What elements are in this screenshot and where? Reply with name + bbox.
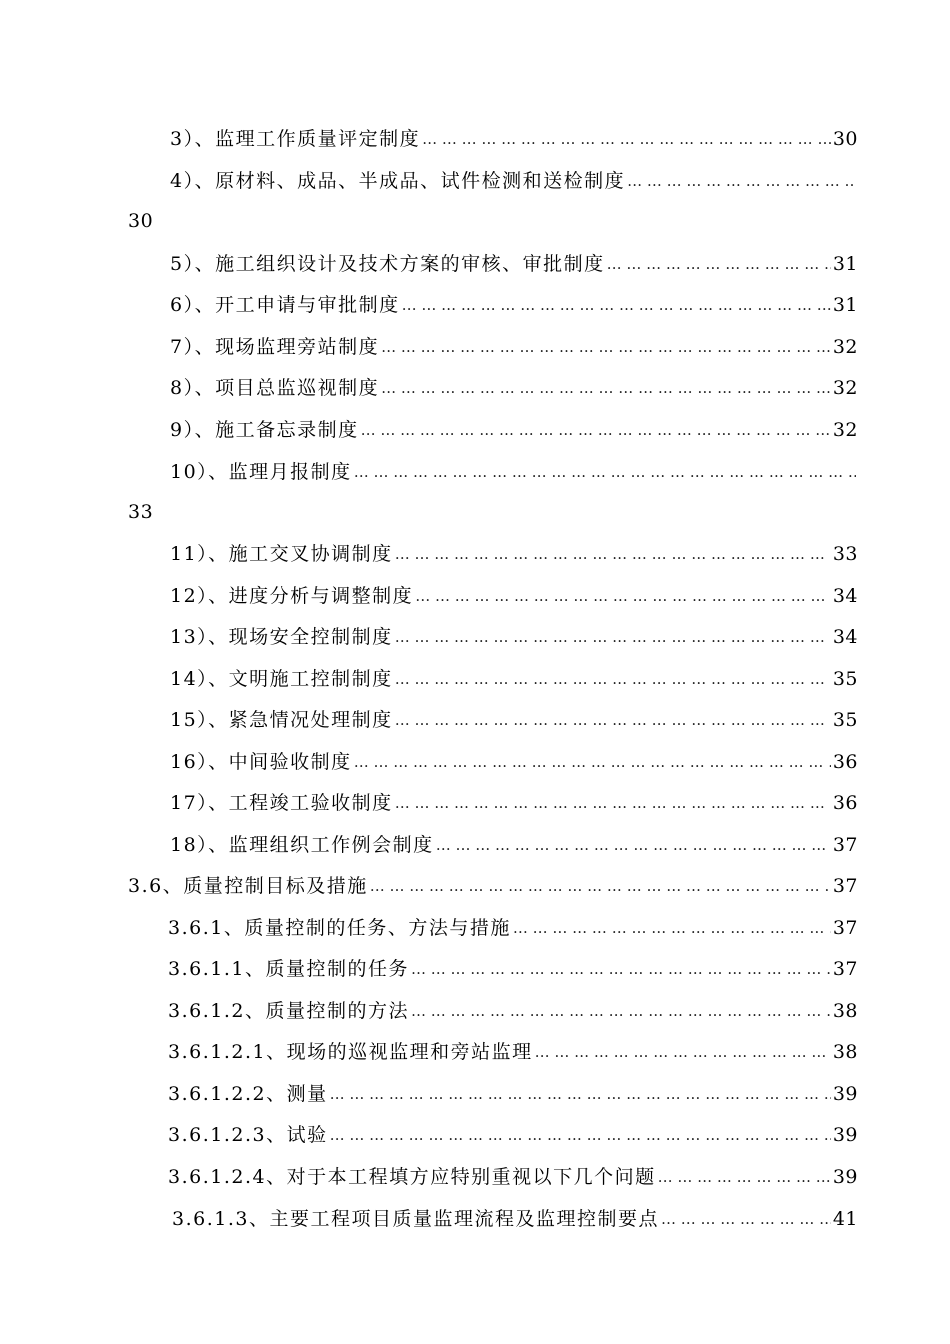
dot-leader [422,119,831,159]
toc-entry-page-number: 36 [832,751,858,773]
toc-entry-page-number: 39 [832,1083,858,1105]
toc-entry-title: 3.6.1.3、主要工程项目质量监理流程及监理控制要点 [172,1208,659,1230]
dot-leader [395,659,831,699]
dot-leader [627,161,856,201]
toc-entry-title: 3.6.1.2.3、试验 [168,1124,328,1146]
toc-entry[interactable] [0,949,950,989]
dot-leader [395,534,831,574]
dot-leader [330,1115,831,1155]
toc-entry-page-number: 31 [832,294,858,316]
toc-entry-page-number: 35 [832,709,858,731]
dot-leader [535,1032,831,1072]
toc-entry-title: 3.6.1.2.4、对于本工程填方应特别重视以下几个问题 [168,1166,656,1188]
toc-entry-page-number: 35 [832,668,858,690]
toc-entry[interactable] [0,161,950,241]
toc-entry-title: 16）、中间验收制度 [170,751,352,773]
toc-entry-title: 12）、进度分析与调整制度 [170,585,414,607]
toc-entry-title: 17）、工程竣工验收制度 [170,792,393,814]
dot-leader [661,1199,831,1239]
dot-leader [607,244,831,284]
toc-entry-page-number: 33 [128,501,154,523]
dot-leader [395,617,831,657]
toc-entry-title: 3.6.1.1、质量控制的任务 [168,958,409,980]
toc-entry-title: 5）、施工组织设计及技术方案的审核、审批制度 [170,253,605,275]
toc-entry[interactable] [0,991,950,1031]
toc-entry-title: 14）、文明施工控制制度 [170,668,393,690]
dot-leader [513,908,831,948]
toc-entry-page-number: 30 [128,210,154,232]
dot-leader [395,700,831,740]
toc-entry-title: 4）、原材料、成品、半成品、试件检测和送检制度 [170,170,626,192]
toc-entry[interactable] [0,742,950,782]
toc-entry[interactable] [0,1199,950,1239]
dot-leader [658,1157,831,1197]
toc-entry[interactable] [0,617,950,657]
dot-leader [436,825,831,865]
toc-entry-page-number: 37 [832,917,858,939]
dot-leader [354,452,856,492]
toc-entry[interactable] [0,783,950,823]
toc-entry[interactable] [0,659,950,699]
dot-leader [411,949,831,989]
toc-entry-page-number: 39 [832,1166,858,1188]
toc-entry[interactable] [0,244,950,284]
toc-entry-page-number: 33 [832,543,858,565]
toc-entry-page-number: 39 [832,1124,858,1146]
toc-entry-title: 3.6、质量控制目标及措施 [128,875,368,897]
toc-entry-page-number: 32 [832,419,858,441]
dot-leader [415,576,831,616]
toc-entry[interactable] [0,1032,950,1072]
toc-entry-page-number: 31 [832,253,858,275]
toc-entry-title: 10）、监理月报制度 [170,461,352,483]
toc-entry-page-number: 32 [832,377,858,399]
toc-entry-page-number: 38 [832,1000,858,1022]
toc-entry[interactable] [0,825,950,865]
toc-entry[interactable] [0,119,950,159]
toc-entry-page-number: 30 [832,128,858,150]
toc-entry[interactable] [0,452,950,532]
toc-entry[interactable] [0,1157,950,1197]
toc-entry-page-number: 36 [832,792,858,814]
toc-entry-title: 6）、开工申请与审批制度 [170,294,400,316]
toc-entry-title: 7）、现场监理旁站制度 [170,336,380,358]
toc-entry-page-number: 34 [832,626,858,648]
toc-entry[interactable] [0,576,950,616]
dot-leader [354,742,831,782]
toc-entry[interactable] [0,534,950,574]
toc-entry-page-number: 34 [832,585,858,607]
dot-leader [381,327,831,367]
dot-leader [402,285,831,325]
toc-entry-title: 3.6.1.2.1、现场的巡视监理和旁站监理 [168,1041,533,1063]
toc-entry[interactable] [0,327,950,367]
toc-entry-title: 11）、施工交叉协调制度 [170,543,393,565]
dot-leader [370,866,831,906]
dot-leader [395,783,831,823]
dot-leader [411,991,831,1031]
toc-entry-title: 9）、施工备忘录制度 [170,419,359,441]
toc-entry[interactable] [0,1074,950,1114]
toc-entry-title: 3.6.1.2.2、测量 [168,1083,328,1105]
toc-entry[interactable] [0,866,950,906]
toc-entry-title: 3.6.1.2、质量控制的方法 [168,1000,409,1022]
toc-entry-page-number: 41 [832,1208,858,1230]
toc-entry[interactable] [0,908,950,948]
toc-entry[interactable] [0,700,950,740]
toc-entry-page-number: 38 [832,1041,858,1063]
toc-entry-title: 18）、监理组织工作例会制度 [170,834,434,856]
toc-entry-title: 3）、监理工作质量评定制度 [170,128,421,150]
toc-entry-page-number: 37 [832,875,858,897]
toc-entry-title: 8）、项目总监巡视制度 [170,377,380,399]
dot-leader [381,368,831,408]
toc-entry[interactable] [0,410,950,450]
dot-leader [330,1074,831,1114]
toc-entry-page-number: 32 [832,336,858,358]
toc-entry-page-number: 37 [832,958,858,980]
toc-entry-title: 3.6.1、质量控制的任务、方法与措施 [168,917,511,939]
dot-leader [361,410,831,450]
toc-entry-page-number: 37 [832,834,858,856]
toc-entry[interactable] [0,1115,950,1155]
toc-entry-title: 13）、现场安全控制制度 [170,626,393,648]
toc-entry[interactable] [0,285,950,325]
toc-entry-title: 15）、紧急情况处理制度 [170,709,393,731]
toc-entry[interactable] [0,368,950,408]
